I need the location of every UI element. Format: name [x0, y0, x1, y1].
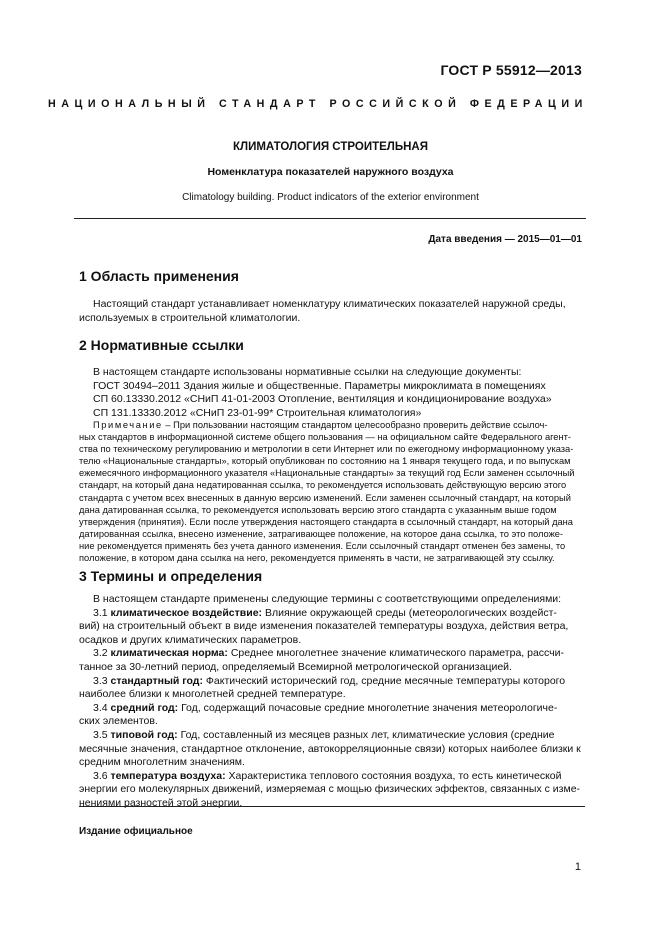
section-1-heading: 1 Область применения [79, 268, 239, 284]
text-span: – При пользовании настоящим стандартом целесообразно проверить действие ссылоч- [165, 420, 548, 430]
term-name: климатическая норма: [110, 647, 228, 660]
text-span: Влияние окружающей среды (метеорологических воздейст- [264, 606, 557, 619]
note-line: положение, в котором дана ссылка на него, рекомендуется применять в части, не затрагивающей эту ссылку. [79, 553, 555, 564]
note-line: ных стандартов в информационной системе общего пользования — на официальном сайте Федерального агент- [79, 432, 571, 443]
term-name: средний год: [110, 701, 179, 714]
text-span [79, 770, 585, 784]
term-3-5 [79, 729, 585, 770]
intro-date: Дата введения — 2015—01—01 [428, 234, 582, 245]
section-1-body [79, 298, 585, 325]
text-span: Характеристика теплового состояния воздуха, то есть кинетической [228, 769, 562, 782]
section-3-body [79, 593, 585, 811]
footer-divider [79, 806, 585, 807]
national-standard-banner: НАЦИОНАЛЬНЫЙ СТАНДАРТ РОССИЙСКОЙ ФЕДЕРАЦИИ [48, 98, 588, 110]
note-line [79, 419, 585, 431]
text-span [79, 647, 585, 661]
term-3-3 [79, 675, 585, 702]
text-span: энергии его молекулярных движений, измеряемая с мощью физических эффектов, связанных с изме- [79, 783, 581, 796]
section-2-body [79, 366, 585, 420]
note-line: ства по техническому регулированию и метрологии в сети Интернет или по ежегодному информационному указа- [79, 444, 574, 455]
text-span: вий) на строительный объект в виде изменения показателей температуры воздуха, действия ветра, [79, 620, 569, 633]
document-title-english: Climatology building. Product indicators of the exterior environment [182, 192, 479, 203]
section-3-heading: 3 Термины и определения [79, 568, 263, 584]
document-title: КЛИМАТОЛОГИЯ СТРОИТЕЛЬНАЯ [232, 141, 428, 153]
reference-gost-30494: ГОСТ 30494–2011 Здания жилые и общественные. Параметры микроклимата в помещениях [93, 379, 546, 392]
text-span: средним многолетним значениям. [79, 756, 245, 769]
text-span: 3.2 [93, 647, 108, 660]
term-name: типовой год: [110, 728, 178, 741]
text-span: 3.4 [93, 701, 108, 714]
page-number: 1 [574, 861, 581, 873]
term-name: климатическое воздействие: [110, 606, 263, 619]
note-line: телю «Национальные стандарты», который опубликован по состоянию на 1 января текущего года, и по выпускам [79, 456, 571, 467]
section-1-line: используемых в строительной климатологии. [79, 311, 301, 324]
text-span [79, 702, 585, 716]
text-span: танное за 30-летний период, определяемый Всемирной метрологической организацией. [79, 660, 512, 673]
text-span: 3.6 [93, 769, 108, 782]
section-1-line: Настоящий стандарт устанавливает номенклатуру климатических показателей наружной среды, [93, 298, 566, 310]
note-line: ние рекомендуется применять без учета данного изменения. Если ссылочный стандарт отменен без замены, то [79, 540, 566, 551]
text-span: Среднее многолетнее значение климатического параметра, рассчи- [230, 647, 565, 660]
note-line: дана датированная ссылка, то рекомендуется использовать версию этого стандарта с указанным выше годом [79, 504, 557, 515]
text-span: Год, содержащий почасовые средние многолетние значения метеорологиче- [181, 701, 558, 714]
text-span: месячные значения, стандартное отклонение, автокорреляционные связи) которых наиболее близки к [79, 742, 581, 755]
note-line: ежемесячного информационного указателя «Национальные стандарты» за текущий год Если заменен ссылочный [79, 468, 575, 479]
text-span: 3.1 [93, 606, 108, 619]
header-divider [74, 218, 586, 219]
reference-sp-131: СП 131.13330.2012 «СНиП 23-01-99* Строительная климатология» [93, 406, 422, 419]
term-name: температура воздуха: [110, 769, 226, 782]
text-span: 3.3 [93, 674, 108, 687]
text-span: наиболее близки к многолетней средней температуре. [79, 688, 346, 701]
text-span: 3.5 [93, 728, 108, 741]
text-span: Год, составленный из месяцев разных лет, климатические условия (средние [180, 728, 555, 741]
text-span: Фактический исторический год, средние месячные температуры которого [205, 674, 566, 687]
text-span: нениями разностей этой энергии. [79, 796, 243, 809]
note-line: датированная ссылка, внесено изменение, затрагивающее положение, на которое дана ссылка, то это положе- [79, 528, 564, 539]
note-line: стандарт, на который дана недатированная ссылка, то рекомендуется использовать действующую версию этого [79, 480, 567, 491]
text-span [79, 675, 585, 689]
term-3-1 [79, 607, 585, 648]
term-3-6 [79, 770, 585, 811]
gost-code: ГОСТ Р 55912—2013 [440, 62, 582, 78]
term-3-4 [79, 702, 585, 729]
text-span [79, 729, 585, 743]
text-span: осадков и других климатических параметров. [79, 633, 302, 646]
reference-sp-60: СП 60.13330.2012 «СНиП 41-01-2003 Отопление, вентиляция и кондиционирование воздуха» [93, 393, 552, 406]
note-line: утверждения (принятия). Если после утверждения настоящего стандарта в ссылочный стандарт, на который дана [79, 516, 573, 527]
section-3-intro: В настоящем стандарте применены следующие термины с соответствующими определениями: [93, 593, 562, 605]
text-span [79, 607, 585, 621]
term-3-2 [79, 647, 585, 674]
section-2-line: В настоящем стандарте использованы нормативные ссылки на следующие документы: [93, 366, 522, 378]
section-2-heading: 2 Нормативные ссылки [79, 337, 244, 353]
text-span: ских элементов. [79, 715, 158, 728]
term-name: стандартный год: [110, 674, 203, 687]
official-edition-label: Издание официальное [79, 826, 193, 837]
document-subtitle: Номенклатура показателей наружного воздуха [207, 166, 454, 178]
references-note [79, 419, 585, 564]
note-label: Примечание [93, 420, 163, 430]
note-line: стандарта с учетом всех внесенных в данную версию изменений. Если заменен ссылочный стандарт, на который [79, 492, 571, 503]
